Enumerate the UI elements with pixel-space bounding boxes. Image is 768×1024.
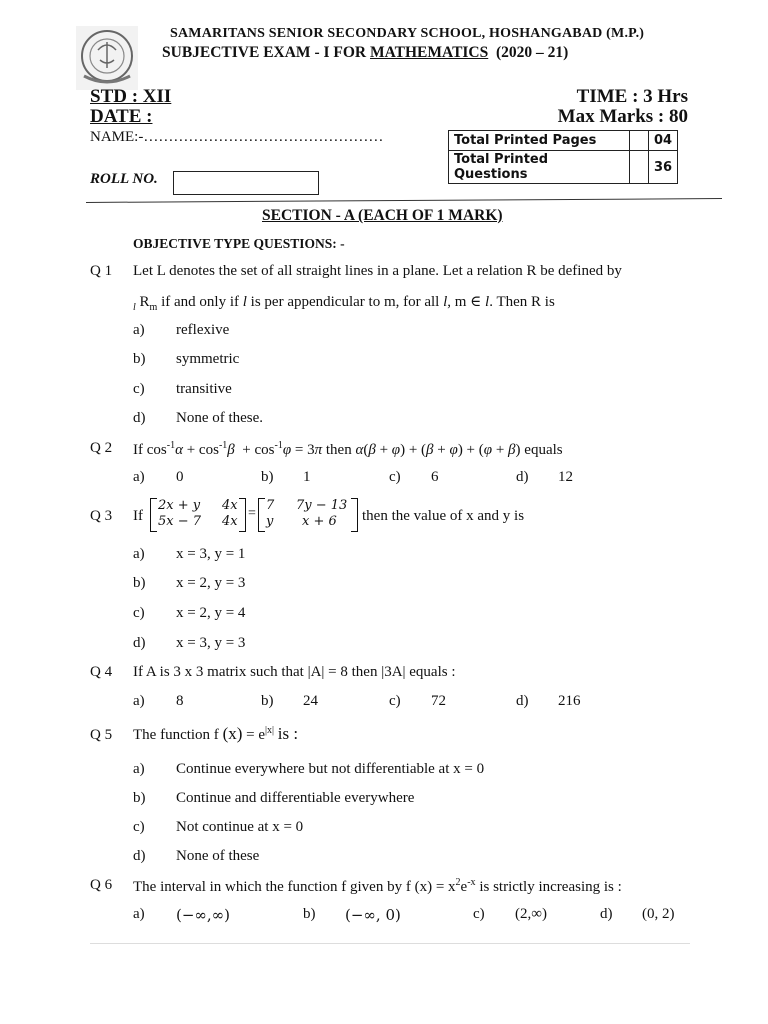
option-label: d)	[133, 635, 146, 651]
option-label: d)	[133, 848, 146, 864]
equals-sign: =	[248, 506, 256, 521]
option-text: symmetric	[176, 351, 240, 367]
option-label: a)	[133, 761, 145, 777]
option-text: 8	[176, 693, 184, 709]
option-text: Not continue at x = 0	[176, 819, 304, 835]
info-row-questions: Total Printed Questions 36	[449, 151, 678, 184]
question-text: Let L denotes the set of all straight lines in a plane. Let a relation R be defined by	[133, 263, 622, 279]
question-text: The function f $(x) = e^{|x|}$ is :	[133, 724, 299, 743]
option-label: a)	[133, 322, 145, 338]
option-text: x = 2, y = 4	[176, 605, 246, 621]
question-text: The interval in which the function f given by f $(x) = x^2e^{-x}$ is strictly increasing is :	[133, 877, 622, 895]
question-text: If	[133, 508, 143, 524]
option-label: b)	[261, 693, 274, 709]
section-title: SECTION - A (EACH OF 1 MARK)	[262, 207, 503, 224]
question-number: Q 5	[90, 727, 113, 743]
option-label: c)	[389, 469, 401, 485]
question-number: Q 2	[90, 440, 113, 456]
option-text: Continue everywhere but not differentiable at x = 0	[176, 761, 485, 777]
roll-label: ROLL NO.	[90, 171, 158, 187]
option-label: a)	[133, 906, 145, 922]
option-label: b)	[133, 790, 146, 806]
option-label: b)	[303, 906, 316, 922]
school-name: SAMARITANS SENIOR SECONDARY SCHOOL, HOSHANGABAD (M.P.)	[170, 26, 645, 41]
option-text: None of these	[176, 848, 260, 864]
option-text: x = 2, y = 3	[176, 575, 246, 591]
option-text: Continue and differentiable everywhere	[176, 790, 415, 806]
info-table	[448, 130, 678, 184]
time-label: TIME : 3 Hrs	[576, 86, 688, 107]
option-label: b)	[133, 351, 146, 367]
question-text: If $\cos^{-1}\alpha + \cos^{-1}\beta + \cos^{-1}\varphi = 3\pi$ then α(β + φ) + (β + φ) + (φ + β) equals	[133, 440, 563, 458]
max-marks-label: Max Marks : 80	[557, 106, 688, 127]
option-text: 6	[431, 469, 439, 485]
option-text: 12	[558, 469, 573, 485]
option-text: (−∞, 0)	[345, 906, 401, 924]
option-text: (2,∞)	[515, 906, 547, 922]
option-label: c)	[133, 381, 145, 397]
option-text: x = 3, y = 3	[176, 635, 246, 651]
option-label: c)	[389, 693, 401, 709]
option-label: d)	[133, 410, 146, 426]
option-label: c)	[473, 906, 485, 922]
question-number: Q 1	[90, 263, 113, 279]
matrix-left: 2x + y 4x 5x − 7 4x	[150, 498, 246, 530]
matrix-right: 7 7y − 13 y x + 6	[258, 498, 358, 530]
roll-number-box	[173, 171, 319, 195]
header-divider	[86, 198, 722, 203]
question-text: then the value of x and y is	[362, 508, 525, 524]
option-text: 24	[303, 693, 318, 709]
option-label: a)	[133, 693, 145, 709]
question-number: Q 4	[90, 664, 113, 680]
option-text: 216	[558, 693, 581, 709]
question-text-line2: $_l$ $R_m$ if and only if l is per appendicular to m, for all l, m ∈ l. Then R is	[133, 294, 555, 313]
question-text: If A is 3 x 3 matrix such that |A| = 8 then |3A| equals :	[133, 664, 456, 680]
page-bottom-divider	[90, 943, 690, 944]
exam-title: SUBJECTIVE EXAM - I FOR MATHEMATICS (2020 – 21)	[162, 44, 569, 61]
option-text: x = 3, y = 1	[176, 546, 246, 562]
name-field: NAME:-…………………………………………	[90, 129, 384, 145]
question-number: Q 6	[90, 877, 113, 893]
option-text: reflexive	[176, 322, 230, 338]
option-label: b)	[261, 469, 274, 485]
option-text: None of these.	[176, 410, 264, 426]
date-label: DATE :	[90, 106, 153, 127]
option-label: a)	[133, 469, 145, 485]
option-text: 0	[176, 469, 184, 485]
option-label: b)	[133, 575, 146, 591]
option-label: d)	[600, 906, 613, 922]
option-text: transitive	[176, 381, 232, 397]
option-label: c)	[133, 819, 145, 835]
option-label: c)	[133, 605, 145, 621]
school-logo	[76, 26, 138, 90]
option-text: 1	[303, 469, 311, 485]
section-subtitle: OBJECTIVE TYPE QUESTIONS: -	[133, 236, 345, 251]
option-text: (−∞,∞)	[176, 906, 231, 924]
question-number: Q 3	[90, 508, 113, 524]
option-label: d)	[516, 469, 529, 485]
option-label: d)	[516, 693, 529, 709]
std-label: STD : XII	[90, 86, 172, 107]
info-row-pages: Total Printed Pages 04	[449, 131, 678, 151]
option-text: (0, 2)	[642, 906, 675, 922]
option-label: a)	[133, 546, 145, 562]
option-text: 72	[431, 693, 446, 709]
